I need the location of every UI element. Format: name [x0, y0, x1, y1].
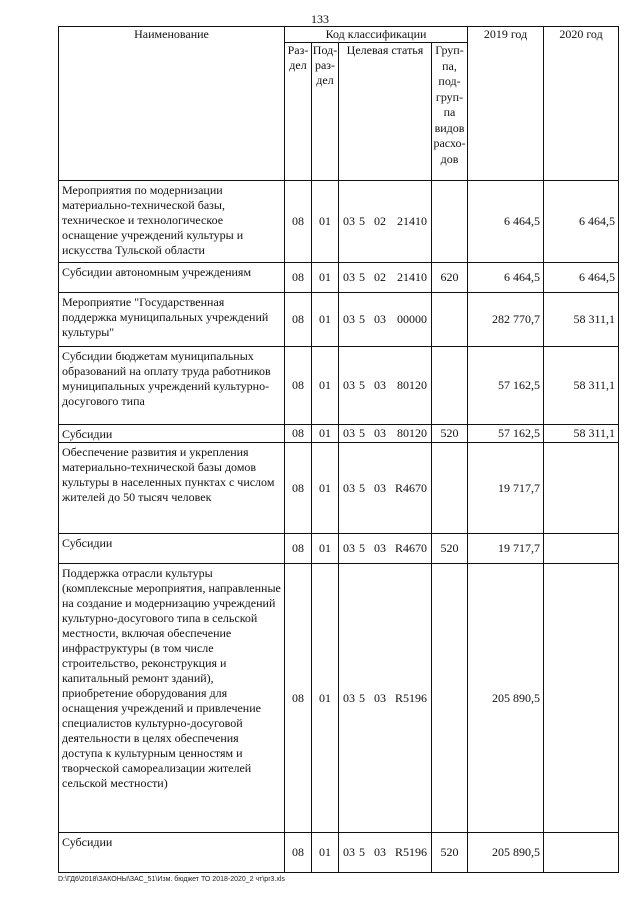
row-target — [339, 263, 432, 293]
row-2019: 57 162,5 — [468, 425, 544, 443]
target-direction: 21410 — [397, 214, 427, 228]
row-2019: 282 770,7 — [468, 293, 544, 347]
table-body — [59, 181, 619, 873]
table-row — [59, 534, 619, 564]
target-program: 03 — [343, 214, 355, 228]
target-subprogram: 5 — [359, 480, 365, 495]
table-row — [59, 425, 619, 443]
target-subprogram: 5 — [359, 541, 365, 555]
target-event: 03 — [374, 541, 386, 555]
row-2020: 6 464,5 — [544, 263, 619, 293]
target-subprogram: 5 — [359, 690, 365, 705]
row-section: 08 — [285, 347, 312, 425]
target-program: 03 — [343, 541, 355, 555]
row-expense-group — [432, 564, 468, 833]
row-target — [339, 347, 432, 425]
row-subsection: 01 — [312, 534, 339, 564]
row-section: 08 — [285, 293, 312, 347]
budget-table — [58, 26, 619, 873]
table-row — [59, 564, 619, 833]
target-subprogram: 5 — [359, 378, 365, 392]
row-2020: 58 311,1 — [544, 293, 619, 347]
row-section: 08 — [285, 181, 312, 263]
target-subprogram: 5 — [359, 312, 365, 326]
row-2019: 19 717,7 — [468, 443, 544, 534]
target-subprogram: 5 — [359, 270, 365, 284]
table-row — [59, 293, 619, 347]
row-subsection: 01 — [312, 564, 339, 833]
table-row — [59, 347, 619, 425]
target-event: 03 — [374, 845, 386, 859]
row-target — [339, 833, 432, 873]
target-program: 03 — [343, 312, 355, 326]
header-subsection: Под- раз- дел — [312, 43, 339, 181]
page-number: 133 — [311, 12, 329, 26]
row-section: 08 — [285, 425, 312, 443]
target-direction: 80120 — [397, 426, 427, 440]
table-row — [59, 181, 619, 263]
row-2019: 57 162,5 — [468, 347, 544, 425]
row-name: Обеспечение развития и укрепления материально-технической базы домов культуры в населенных пунктах с числом жителей до 50 тысяч человек — [59, 443, 285, 534]
row-subsection: 01 — [312, 425, 339, 443]
row-expense-group: 520 — [432, 833, 468, 873]
target-event: 02 — [374, 214, 386, 228]
target-direction: R5196 — [394, 845, 427, 859]
row-expense-group — [432, 181, 468, 263]
target-event: 02 — [374, 270, 386, 284]
file-path-footer: D:\ГД6\2018\ЗАКОНЫ\ЗАС_51\Изм. бюджет ТО 2018-2020_2 чт\pr3.xls — [58, 876, 285, 883]
row-section: 08 — [285, 833, 312, 873]
row-target — [339, 181, 432, 263]
header-2020: 2020 год — [544, 27, 619, 181]
target-direction: 21410 — [397, 270, 427, 284]
row-2019: 6 464,5 — [468, 181, 544, 263]
row-expense-group: 520 — [432, 425, 468, 443]
row-section: 08 — [285, 534, 312, 564]
header-target: Целевая статья — [339, 43, 432, 181]
row-target — [339, 443, 432, 534]
row-expense-group: 520 — [432, 534, 468, 564]
row-subsection: 01 — [312, 181, 339, 263]
row-subsection: 01 — [312, 833, 339, 873]
row-target — [339, 425, 432, 443]
row-expense-group: 620 — [432, 263, 468, 293]
row-name: Субсидии — [59, 425, 285, 443]
row-name: Поддержка отрасли культуры (комплексные мероприятия, направленные на создание и модернизацию учреждений культурно-досугового типа в сельской местности, включая обеспечение инфраструктуры (в том числе строительство, реконструкция и капитальный ремонт зданий), приобретение оборудования для оснащения учреждений и привлечение специалистов культурно-досуговой деятельности в целях обеспечения доступа к культурным ценностям и творческой самореализации жителей сельской местности) — [59, 564, 285, 833]
row-subsection: 01 — [312, 347, 339, 425]
row-expense-group — [432, 293, 468, 347]
table-row — [59, 263, 619, 293]
row-2019: 19 717,7 — [468, 534, 544, 564]
row-name: Мероприятие "Государственная поддержка муниципальных учреждений культуры" — [59, 293, 285, 347]
target-program: 03 — [343, 378, 355, 392]
row-name: Субсидии — [59, 833, 285, 873]
row-2020 — [544, 443, 619, 534]
row-expense-group — [432, 347, 468, 425]
target-subprogram: 5 — [359, 214, 365, 228]
row-2020: 58 311,1 — [544, 425, 619, 443]
row-subsection: 01 — [312, 263, 339, 293]
row-subsection: 01 — [312, 443, 339, 534]
row-target — [339, 564, 432, 833]
header-code-group: Код классификации — [285, 27, 468, 43]
row-2019: 6 464,5 — [468, 263, 544, 293]
target-direction: R5196 — [394, 690, 427, 705]
row-target — [339, 534, 432, 564]
row-expense-group — [432, 443, 468, 534]
header-2019: 2019 год — [468, 27, 544, 181]
row-2020 — [544, 833, 619, 873]
table-row — [59, 443, 619, 534]
target-program: 03 — [343, 426, 355, 440]
target-event: 03 — [374, 426, 386, 440]
target-program: 03 — [343, 270, 355, 284]
target-direction: 80120 — [397, 378, 427, 392]
target-direction: R4670 — [394, 541, 427, 555]
row-section: 08 — [285, 564, 312, 833]
row-subsection: 01 — [312, 293, 339, 347]
target-subprogram: 5 — [359, 426, 365, 440]
header-section: Раз- дел — [285, 43, 312, 181]
row-name: Субсидии автономным учреждениям — [59, 263, 285, 293]
row-2020: 6 464,5 — [544, 181, 619, 263]
row-2020 — [544, 534, 619, 564]
target-event: 03 — [374, 312, 386, 326]
row-name: Мероприятия по модернизации материально-технической базы, техническое и технологическое оснащение учреждений культуры и искусства Тульской области — [59, 181, 285, 263]
row-name: Субсидии бюджетам муниципальных образований на оплату труда работников муниципальных учреждений культурно-досугового типа — [59, 347, 285, 425]
target-direction: 00000 — [397, 312, 427, 326]
header-name: Наименование — [59, 27, 285, 181]
target-program: 03 — [343, 845, 355, 859]
target-program: 03 — [343, 480, 355, 495]
row-target — [339, 293, 432, 347]
row-2020 — [544, 564, 619, 833]
target-subprogram: 5 — [359, 845, 365, 859]
row-name: Субсидии — [59, 534, 285, 564]
target-event: 03 — [374, 480, 386, 495]
row-section: 08 — [285, 443, 312, 534]
row-2020: 58 311,1 — [544, 347, 619, 425]
target-event: 03 — [374, 378, 386, 392]
row-2019: 205 890,5 — [468, 564, 544, 833]
header-expense-group: Груп- па, под- груп- па видов расхо- дов — [432, 43, 468, 181]
table-row — [59, 833, 619, 873]
target-direction: R4670 — [394, 480, 427, 495]
target-program: 03 — [343, 690, 355, 705]
target-event: 03 — [374, 690, 386, 705]
row-2019: 205 890,5 — [468, 833, 544, 873]
row-section: 08 — [285, 263, 312, 293]
